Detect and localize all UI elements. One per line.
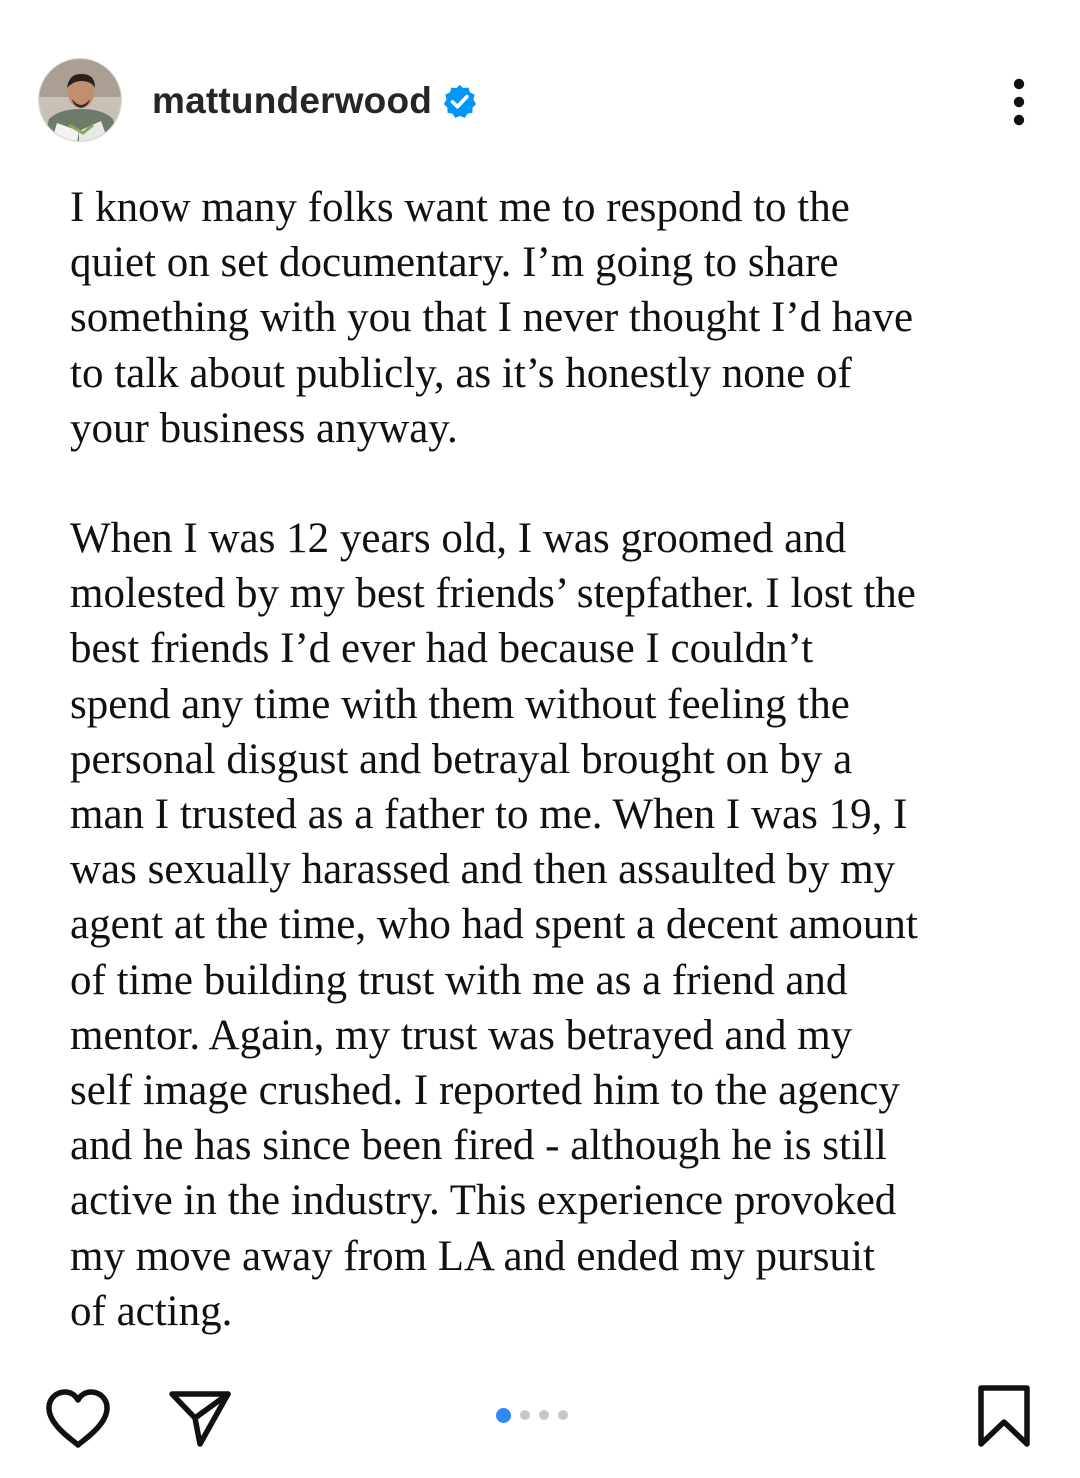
post-caption: [70, 180, 1030, 1339]
avatar[interactable]: [38, 58, 122, 142]
carousel-dot-3: [539, 1410, 549, 1420]
carousel-dot-2: [520, 1410, 530, 1420]
bookmark-icon[interactable]: [976, 1384, 1032, 1448]
username[interactable]: mattunderwood: [152, 80, 433, 121]
more-options-icon[interactable]: [1001, 78, 1037, 126]
caption-paragraph-1: I know many folks want me to respond to the quiet on set documentary. I’m going to share something with you that I never thought I’d have to talk about publicly, as it’s honestly none of your business anyway.: [70, 184, 914, 452]
avatar-photo: [39, 59, 122, 142]
paper-plane-icon[interactable]: [168, 1388, 232, 1450]
caption-paragraph-2: When I was 12 years old, I was groomed and molested by my best friends’ stepfather. I lost the best friends I’d ever had because I couldn’t spend any time with them without feeling the personal disgust and betrayal brought on by a man I trusted as a father to me. When I was 19, I was sexually harassed and then assaulted by my agent at the time, who had spent a decent amount of time building trust with me as a friend and mentor. Again, my trust was betrayed and my self image crushed. I reported him to the agency and he has since been fired - although he is still active in the industry. This experience provoked my move away from LA and ended my pursuit of acting.: [70, 515, 918, 1335]
carousel-dot-1: [496, 1408, 511, 1423]
action-bar: [0, 1380, 1080, 1450]
post-header: [0, 58, 1080, 144]
verified-badge-icon: [441, 83, 478, 120]
carousel-indicator: [496, 1407, 568, 1423]
heart-icon[interactable]: [44, 1388, 112, 1450]
carousel-dot-4: [558, 1410, 568, 1420]
